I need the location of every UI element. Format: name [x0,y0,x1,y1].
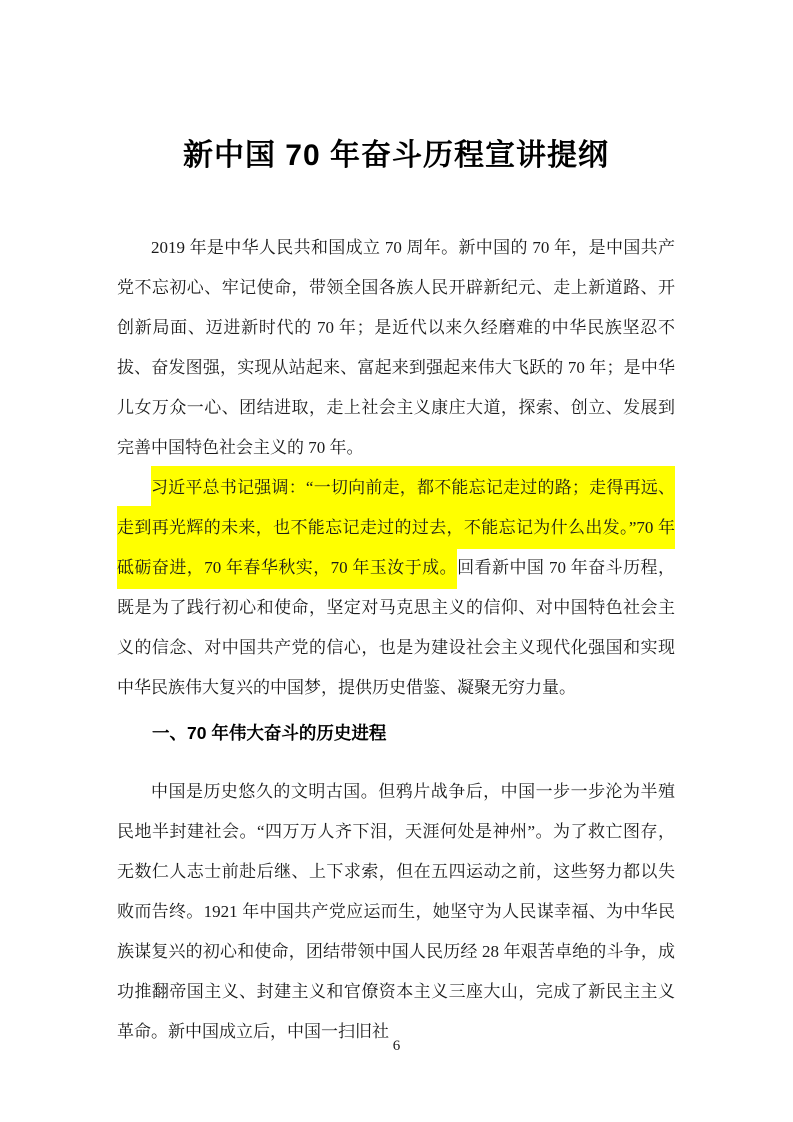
paragraph-quote [117,468,675,708]
document-content [117,0,675,1052]
section-heading: 一、70 年伟大奋斗的历史进程 [152,723,387,743]
text-run: 2019 年是中华人民共和国成立 70 周年。新中国的 70 年，是中国共产党不忘初心、牢记使命，带领全国各族人民开辟新纪元、走上新道路、开创新局面、迈进新时代的 70 年；是近代以来久经磨难的中华民族坚忍不拔、奋发图强，实现从站起来、富起来到强起来伟大飞跃的 70 年；是中华儿女万众一心、团结进取，走上社会主义康庄大道，探索、创立、发展到完善中国特色社会主义的 70 年。 [117,238,675,457]
document-title: 新中国 70 年奋斗历程宣讲提纲 [182,139,610,172]
paragraph-intro [117,228,675,468]
highlighted-text-run: 习近平总书记强调：“一切向前走，都不能忘记走过的路；走得再远、走到再光辉的未来，也不能忘记走过的过去，不能忘记为什么出发。”70 年砥砺奋进，70 年春华秋实，70 年玉汝于成。 [117,466,675,589]
page-number: 6 [392,1038,401,1054]
paragraph-history [117,772,675,1052]
text-run: 中国是历史悠久的文明古国。但鸦片战争后，中国一步一步沦为半殖民地半封建社会。“四万万人齐下泪，天涯何处是神州”。为了救亡图存，无数仁人志士前赴后继、上下求索，但在五四运动之前，这些努力都以失败而告终。1921 年中国共产党应运而生，她坚守为人民谋幸福、为中华民族谋复兴的初心和使命，团结带领中国人民历经 28 年艰苦卓绝的斗争，成功推翻帝国主义、封建主义和官僚资本主义三座大山，完成了新民主主义革命。新中国成立后，中国一扫旧社 [117,782,675,1041]
text-run: 回看新中国 70 年奋斗历程，既是为了践行初心和使命，坚定对马克思主义的信仰、对中国特色社会主义的信念、对中国共产党的信心，也是为建设社会主义现代化强国和实现中华民族伟大复兴的中国梦，提供历史借鉴、凝聚无穷力量。 [117,558,676,697]
